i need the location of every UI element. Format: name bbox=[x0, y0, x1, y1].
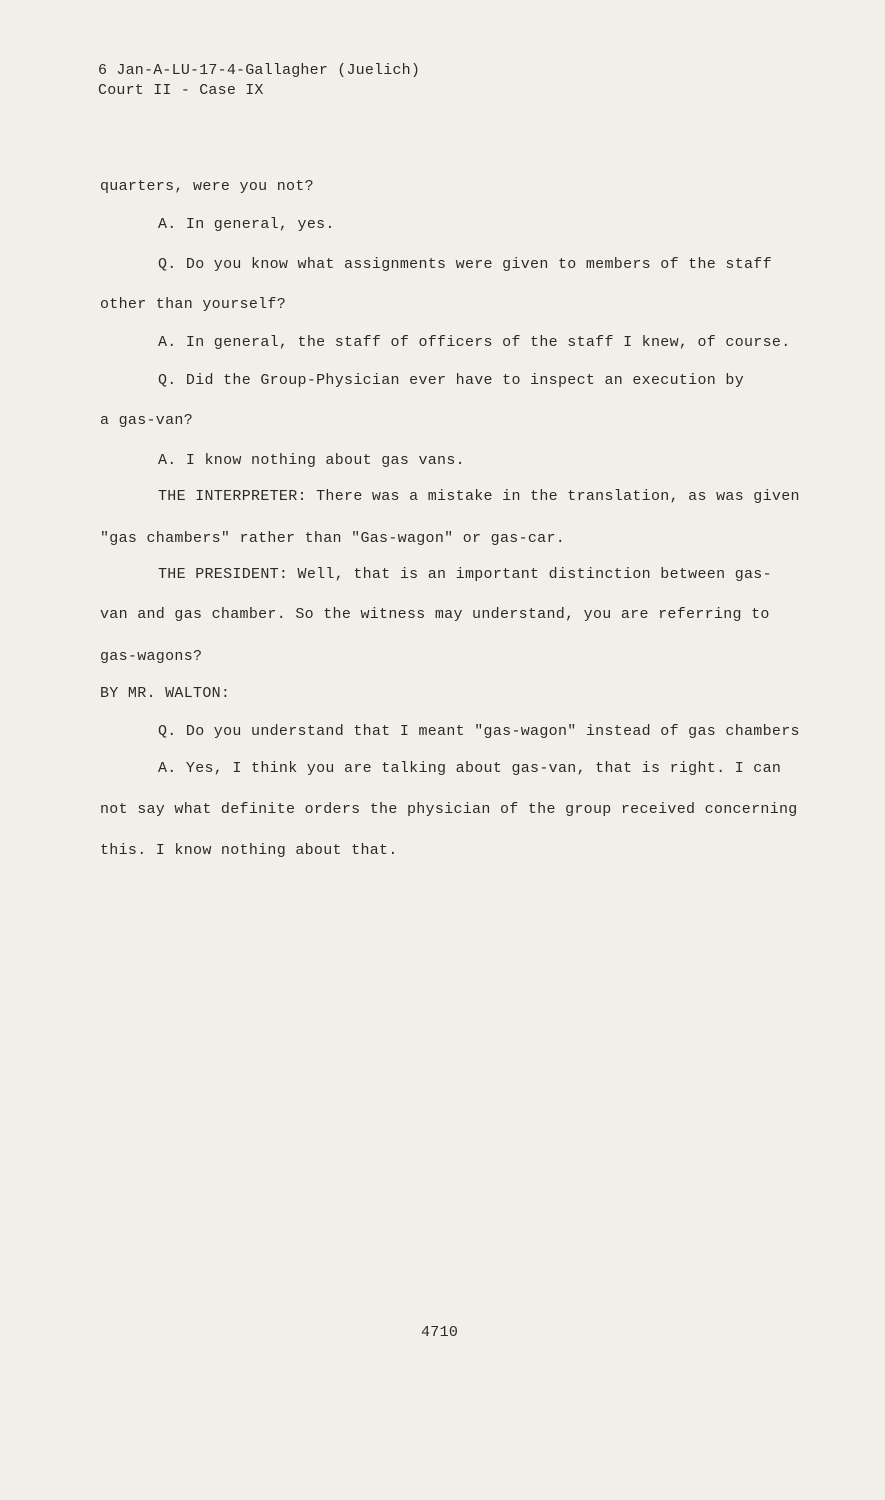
interpreter-line: THE INTERPRETER: There was a mistake in the translation, as was given bbox=[158, 488, 800, 505]
answer-line: A. I know nothing about gas vans. bbox=[158, 452, 465, 469]
text-line: not say what definite orders the physician of the group received concerning bbox=[100, 801, 798, 818]
answer-line: A. In general, the staff of officers of the staff I knew, of course. bbox=[158, 334, 791, 351]
answer-line: A. In general, yes. bbox=[158, 216, 335, 233]
speaker-heading: BY MR. WALTON: bbox=[100, 685, 231, 702]
text-line: "gas chambers" rather than "Gas-wagon" or gas-car. bbox=[100, 530, 566, 547]
president-line: THE PRESIDENT: Well, that is an important distinction between gas- bbox=[158, 566, 772, 583]
page-number: 4710 bbox=[421, 1324, 459, 1341]
answer-line: A. Yes, I think you are talking about gas-van, that is right. I can bbox=[158, 760, 782, 777]
text-line: van and gas chamber. So the witness may understand, you are referring to bbox=[100, 606, 770, 623]
text-line: gas-wagons? bbox=[100, 648, 203, 665]
text-line: quarters, were you not? bbox=[100, 178, 314, 195]
header-court: Court II - Case IX bbox=[98, 82, 264, 99]
text-line: other than yourself? bbox=[100, 296, 287, 313]
question-line: Q. Do you know what assignments were given to members of the staff bbox=[158, 256, 772, 273]
text-line: this. I know nothing about that. bbox=[100, 842, 398, 859]
question-line: Q. Do you understand that I meant "gas-wagon" instead of gas chambers bbox=[158, 723, 800, 740]
question-line: Q. Did the Group-Physician ever have to inspect an execution by bbox=[158, 372, 744, 389]
header-case-reference: 6 Jan-A-LU-17-4-Gallagher (Juelich) bbox=[98, 62, 421, 79]
text-line: a gas-van? bbox=[100, 412, 194, 429]
